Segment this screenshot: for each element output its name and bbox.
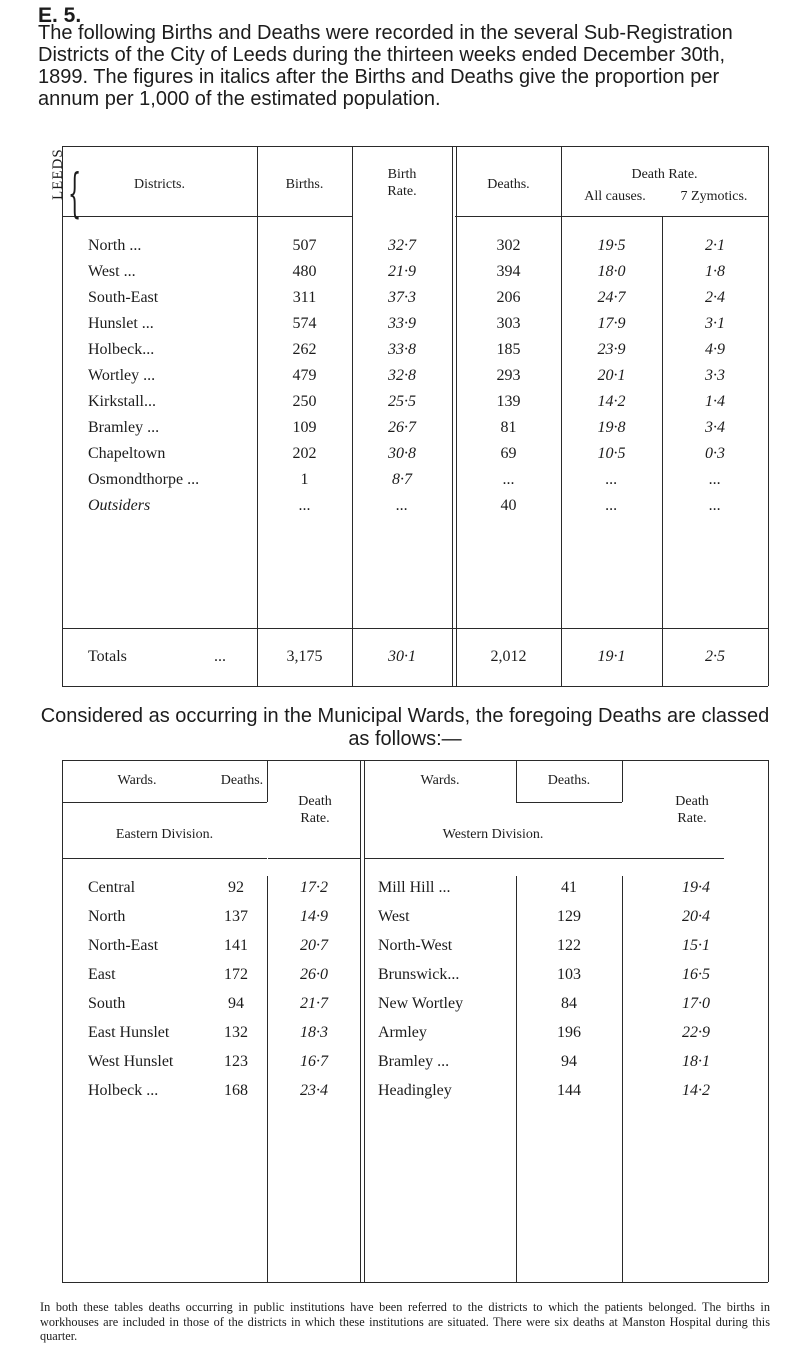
west-ward-name: West	[378, 908, 410, 925]
zymotic-rate-value: 0·3	[705, 445, 725, 462]
east-ward-name: South	[88, 995, 126, 1012]
west-ward-name: Bramley ...	[378, 1053, 450, 1070]
birth-rate-value: 30·8	[388, 445, 416, 462]
death-rate-value: 24·7	[597, 289, 626, 306]
births-value: 109	[292, 419, 317, 436]
totals-deaths: 2,012	[490, 648, 527, 665]
west-ward-rate: 16·5	[682, 966, 710, 983]
births-value: 202	[292, 445, 317, 462]
west-ward-deaths: 129	[557, 908, 581, 925]
west-ward-name: New Wortley	[378, 995, 464, 1012]
deaths-value: 394	[496, 263, 521, 280]
district-name: Osmondthorpe ...	[88, 471, 200, 488]
death-rate-value: ...	[605, 471, 618, 488]
zymotic-rate-value: 2·1	[705, 237, 725, 254]
east-ward-deaths: 168	[224, 1082, 248, 1099]
west-ward-deaths: 84	[561, 995, 577, 1012]
header-zymotics: 7 Zymotics.	[680, 189, 748, 204]
west-ward-deaths: 196	[557, 1024, 581, 1041]
district-name: Bramley ...	[88, 419, 160, 436]
west-ward-deaths: 144	[557, 1082, 581, 1099]
zymotic-rate-value: 2·4	[705, 289, 725, 306]
wards-intro: Considered as occurring in the Municipal Wards, the foregoing Deaths are classed as follows:—	[40, 705, 770, 750]
west-ward-rate: 15·1	[682, 937, 710, 954]
deaths-value: ...	[502, 471, 515, 488]
east-ward-name: East	[88, 966, 116, 983]
births-value: ...	[298, 497, 311, 514]
east-ward-name: East Hunslet	[88, 1024, 170, 1041]
births-value: 311	[292, 289, 317, 306]
zymotic-rate-value: 4·9	[705, 341, 725, 358]
west-ward-name: Brunswick...	[378, 966, 460, 983]
birth-rate-value: 33·8	[388, 341, 416, 358]
west-ward-deaths: 94	[561, 1053, 577, 1070]
west-ward-rate: 19·4	[682, 879, 710, 896]
west-ward-rate: 18·1	[682, 1053, 710, 1070]
birth-rate-value: 8·7	[392, 471, 412, 488]
east-ward-deaths: 172	[224, 966, 248, 983]
east-ward-name: North-East	[88, 937, 159, 954]
west-ward-rate: 14·2	[682, 1082, 710, 1099]
east-ward-rate: 23·4	[300, 1082, 328, 1099]
east-ward-rate: 16·7	[300, 1053, 328, 1070]
deaths-value: 139	[496, 393, 521, 410]
header-death-rate-east: Death Rate.	[298, 794, 332, 826]
west-ward-name: North-West	[378, 937, 453, 954]
birth-rate-value: 37·3	[388, 289, 416, 306]
district-name: Wortley ...	[88, 367, 156, 384]
birth-rate-value: 32·8	[388, 367, 416, 384]
death-rate-value: ...	[605, 497, 618, 514]
district-name: Kirkstall...	[88, 393, 156, 410]
birth-rate-value: 25·5	[388, 393, 416, 410]
east-ward-name: West Hunslet	[88, 1053, 174, 1070]
east-ward-rate: 26·0	[300, 966, 328, 983]
district-name: West ...	[88, 263, 136, 280]
east-ward-name: Central	[88, 879, 136, 896]
births-value: 574	[292, 315, 317, 332]
totals-births: 3,175	[286, 648, 323, 665]
leeds-label: LEEDS	[50, 148, 66, 200]
east-ward-deaths: 141	[224, 937, 248, 954]
death-rate-value: 18·0	[597, 263, 626, 280]
deaths-value: 81	[500, 419, 517, 436]
births-value: 262	[292, 341, 317, 358]
deaths-value: 40	[500, 497, 517, 514]
deaths-value: 206	[496, 289, 521, 306]
east-ward-rate: 20·7	[300, 937, 328, 954]
header-all-causes: All causes.	[584, 189, 646, 204]
death-rate-value: 10·5	[597, 445, 626, 462]
birth-rate-value: 33·9	[388, 315, 416, 332]
zymotic-rate-value: 3·3	[705, 367, 725, 384]
death-rate-value: 17·9	[597, 315, 626, 332]
header-deaths-east: Deaths.	[220, 773, 264, 788]
zymotic-rate-value: ...	[709, 471, 721, 488]
footnote: In both these tables deaths occurring in public institutions have been referred to the districts to which the patients belonged. The births in workhouses are included in those of the districts in which these institutions are situated. There were six deaths at Manston Hospital during this quarter.	[40, 1300, 770, 1343]
births-value: 1	[300, 471, 309, 488]
district-name: Hunslet ...	[88, 315, 154, 332]
header-western-division: Western Division.	[442, 827, 544, 842]
east-ward-deaths: 132	[224, 1024, 248, 1041]
death-rate-value: 23·9	[597, 341, 626, 358]
deaths-value: 293	[496, 367, 521, 384]
deaths-value: 302	[496, 237, 521, 254]
east-ward-rate: 17·2	[300, 879, 328, 896]
district-name: Chapeltown	[88, 445, 166, 462]
intro-paragraph: The following Births and Deaths were recorded in the several Sub-Registration Districts of the City of Leeds during the thirteen weeks ended December 30th, 1899. The figures in italics after the Births and Deaths give the proportion per annum per 1,000 of the estimated population.	[38, 22, 733, 110]
header-births: Births.	[285, 177, 324, 192]
birth-rate-value: 32·7	[388, 237, 416, 254]
birth-rate-value: 26·7	[388, 419, 416, 436]
east-ward-name: Holbeck ...	[88, 1082, 159, 1099]
zymotic-rate-value: 1·8	[705, 263, 725, 280]
totals-label: Totals	[88, 648, 127, 665]
header-eastern-division: Eastern Division.	[115, 827, 214, 842]
east-ward-deaths: 92	[228, 879, 244, 896]
births-value: 479	[292, 367, 317, 384]
births-value: 507	[292, 237, 317, 254]
west-ward-name: Mill Hill ...	[378, 879, 451, 896]
zymotic-rate-value: 3·1	[705, 315, 725, 332]
totals-death-rate: 19·1	[597, 648, 626, 665]
zymotic-rate-value: 3·4	[705, 419, 725, 436]
header-districts: Districts.	[134, 177, 185, 192]
births-value: 480	[292, 263, 317, 280]
totals-zymotic: 2·5	[705, 648, 725, 665]
east-ward-rate: 21·7	[300, 995, 328, 1012]
west-ward-rate: 20·4	[682, 908, 710, 925]
death-rate-value: 19·8	[597, 419, 626, 436]
west-ward-name: Headingley	[378, 1082, 452, 1099]
west-ward-rate: 22·9	[682, 1024, 710, 1041]
header-wards-west: Wards.	[420, 773, 460, 788]
east-ward-deaths: 123	[224, 1053, 248, 1070]
deaths-value: 185	[496, 341, 521, 358]
east-ward-name: North	[88, 908, 126, 925]
zymotic-rate-value: ...	[709, 497, 721, 514]
west-ward-deaths: 122	[557, 937, 581, 954]
header-birth-rate: Birth Rate.	[387, 167, 417, 199]
death-rate-value: 14·2	[597, 393, 626, 410]
header-deaths-west: Deaths.	[547, 773, 591, 788]
east-ward-rate: 14·9	[300, 908, 328, 925]
header-wards-east: Wards.	[117, 773, 157, 788]
header-deaths: Deaths.	[487, 177, 530, 192]
births-value: 250	[292, 393, 317, 410]
west-ward-name: Armley	[378, 1024, 427, 1041]
death-rate-value: 20·1	[597, 367, 626, 384]
leeds-brace-icon: {	[68, 164, 82, 224]
header-death-rate: Death Rate.	[631, 167, 698, 182]
east-ward-deaths: 94	[228, 995, 244, 1012]
birth-rate-value: ...	[396, 497, 408, 514]
totals-leader: ...	[214, 648, 226, 665]
death-rate-value: 19·5	[597, 237, 626, 254]
west-ward-rate: 17·0	[682, 995, 710, 1012]
east-ward-deaths: 137	[224, 908, 248, 925]
totals-birth-rate: 30·1	[388, 648, 416, 665]
district-name: Holbeck...	[88, 341, 155, 358]
district-name: South-East	[88, 289, 159, 306]
district-name: North ...	[88, 237, 142, 254]
district-name: Outsiders	[88, 497, 151, 514]
west-ward-deaths: 41	[561, 879, 577, 896]
birth-rate-value: 21·9	[388, 263, 416, 280]
page-reference: E. 5.	[38, 4, 82, 27]
west-ward-deaths: 103	[557, 966, 581, 983]
east-ward-rate: 18·3	[300, 1024, 328, 1041]
deaths-value: 69	[500, 445, 517, 462]
zymotic-rate-value: 1·4	[705, 393, 725, 410]
header-death-rate-west: Death Rate.	[675, 794, 709, 826]
deaths-value: 303	[496, 315, 521, 332]
